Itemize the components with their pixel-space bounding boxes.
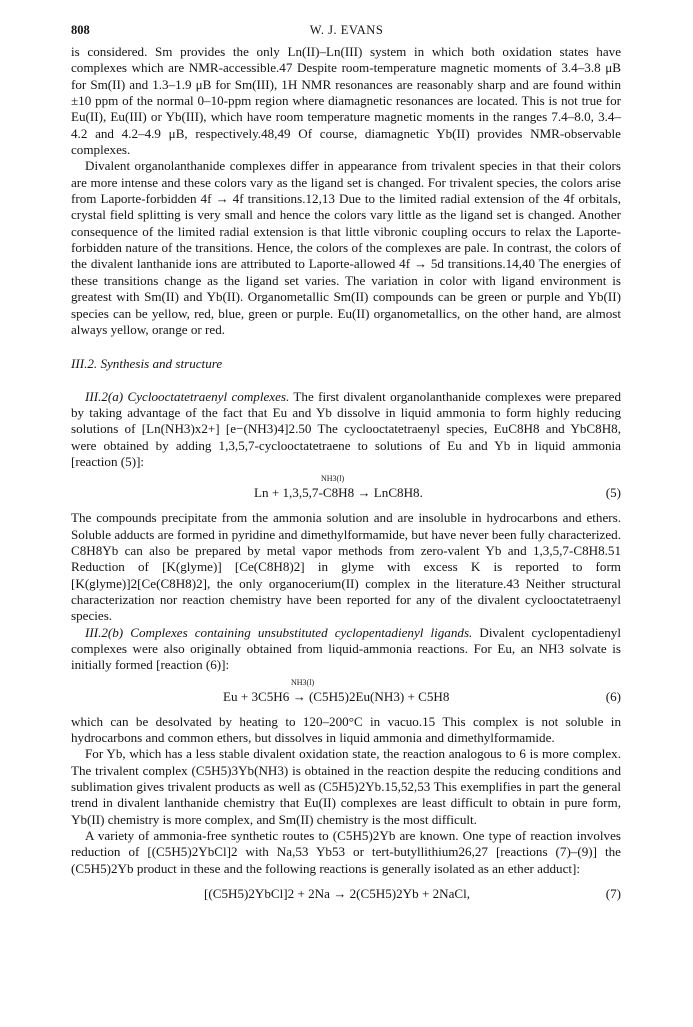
paragraph-cot: III.2(a) Cyclooctatetraenyl complexes. The first divalent organolanthanide complexes were prepared by taking advantage of the fact that Eu and Yb dissolve in liquid ammonia to form highly reducing solutions of [Ln(NH3)x2+] [e−(NH3)4]2.50 The cyclooctatetraenyl species, EuC8H8 and YbC8H8, were obtained by adding 1,3,5,7-cyclooctatetraene to solutions of Eu and Yb in liquid ammonia [reaction (5)]: xyxy=(71,388,621,469)
equation-6-number: (6) xyxy=(605,688,621,704)
paragraph-routes: A variety of ammonia-free synthetic routes to (C5H5)2Yb are known. One type of reaction involves reduction of [(C5H5)2YbCl]2 with Na,53 Yb53 or tert-butyllithium26,27 [reactions (7)–(9)] the (C5H5)2Yb product in these and the following reactions is generally isolated as an ether adduct]: xyxy=(71,828,621,876)
subsection-a-label: III.2(a) Cyclooctatetraenyl complexes. xyxy=(85,388,290,404)
equation-6-expression: Eu + 3C5H6 → (C5H5)2Eu(NH3) + C5H8 xyxy=(223,688,450,704)
equation-6-condition: NH3(l) xyxy=(291,677,315,687)
equation-5-number: (5) xyxy=(605,485,621,501)
equation-5-expression: Ln + 1,3,5,7-C8H8 → LnC8H8. xyxy=(254,485,423,501)
paragraph-nmr: is considered. Sm provides the only Ln(II)–Ln(III) system in which both oxidation states have complexes which are NMR-accessible.47 Despite room-temperature magnetic moments of 3.4–3.8 μB for Sm(II) and 1.3–1.9 μB for Sm(III), 1H NMR resonances are reasonably sharp and are found within ±10 ppm of the normal 0–10-ppm region where diamagnetic resonances are located. This is not true for Eu(II), Eu(III) or Yb(III), which have room temperature magnetic moments in the ranges 7.4–8.0, 3.4–4.2 and 4.2–4.9 μB, respectively.48,49 Of course, diamagnetic Yb(II) provides NMR-observable complexes. xyxy=(71,44,621,158)
paragraph-colors: Divalent organolanthanide complexes differ in appearance from trivalent species in that their colors are more intense and these colors vary as the ligand set is changed. For trivalent species, the colors arise from Laporte-forbidden 4f → 4f transitions.12,13 Due to the limited radial extension of the 4f orbitals, crystal field splitting is very small and hence the colors vary little as the ligand set is changed. Another consequence of the limited radial extension is that little vibronic coupling occurs to relax the Laporte-forbidden nature of the transitions. Hence, the colors of the complexes are pale. In contrast, the colors of the divalent lanthanide ions are attributed to Laporte-allowed 4f → 5d transitions.14,40 The energies of these transitions change as the ligand set varies. The variation in color with ligand environment is greatest with Sm(II) and Yb(II). Organometallic Sm(II) compounds can be green or purple and Yb(II) species can be yellow, red, blue, green or purple. Eu(II) organometallics, on the other hand, are almost always yellow, orange or red. xyxy=(71,158,621,337)
paragraph-cp: III.2(b) Complexes containing unsubstituted cyclopentadienyl ligands. Divalent cyclopentadienyl complexes were also originally obtained from liquid-ammonia reactions. For Eu, an NH3 solvate is initially formed [reaction (6)]: xyxy=(71,624,621,673)
paragraph-desolvation: which can be desolvated by heating to 120–200°C in vacuo.15 This complex is not soluble in hydrocarbons and common ethers, but dissolves in liquid ammonia and dimethylformamide. xyxy=(71,713,621,746)
running-title: W. J. EVANS xyxy=(309,23,384,37)
section-heading: III.2. Synthesis and structure xyxy=(71,356,223,372)
equation-7-number: (7) xyxy=(605,886,621,902)
equation-7 xyxy=(71,877,621,911)
paragraph-yb: For Yb, which has a less stable divalent oxidation state, the reaction analogous to 6 is more complex. The trivalent complex (C5H5)3Yb(NH3) is obtained in the reaction despite the reducing conditions and sublimation gives trivalent products as well as (C5H5)2Yb.15,52,53 This exemplifies in part the general trend in divalent lanthanide chemistry that Eu(II) complexes are least difficult to obtain in pure form, Yb(II) chemistry is more complex, and Sm(II) chemistry is the most difficult. xyxy=(71,746,621,827)
equation-6 xyxy=(71,674,621,714)
page-number: 808 xyxy=(71,23,90,37)
article-body xyxy=(71,44,621,911)
paragraph-compounds: The compounds precipitate from the ammonia solution and are insoluble in hydrocarbons and ethers. Soluble adducts are formed in pyridine and dimethylformamide, but have never been fully characterized. C8H8Yb can also be prepared by metal vapor methods from zero-valent Yb and 1,3,5,7-C8H8.51 Reduction of [K(glyme)] [Ce(C8H8)2] in glyme with excess K is reported to form [K(glyme)]2[Ce(C8H8)2], the only organocerium(II) complex in the literature.43 Neither structural characterization nor reaction chemistry have been reported for any of the divalent cyclooctatetraenyl species. xyxy=(71,510,621,624)
equation-5-condition: NH3(l) xyxy=(321,474,345,484)
subsection-b-label: III.2(b) Complexes containing unsubstituted cyclopentadienyl ligands. xyxy=(85,624,473,640)
equation-5 xyxy=(71,470,621,510)
equation-7-expression: [(C5H5)2YbCl]2 + 2Na → 2(C5H5)2Yb + 2NaCl, xyxy=(204,886,471,902)
